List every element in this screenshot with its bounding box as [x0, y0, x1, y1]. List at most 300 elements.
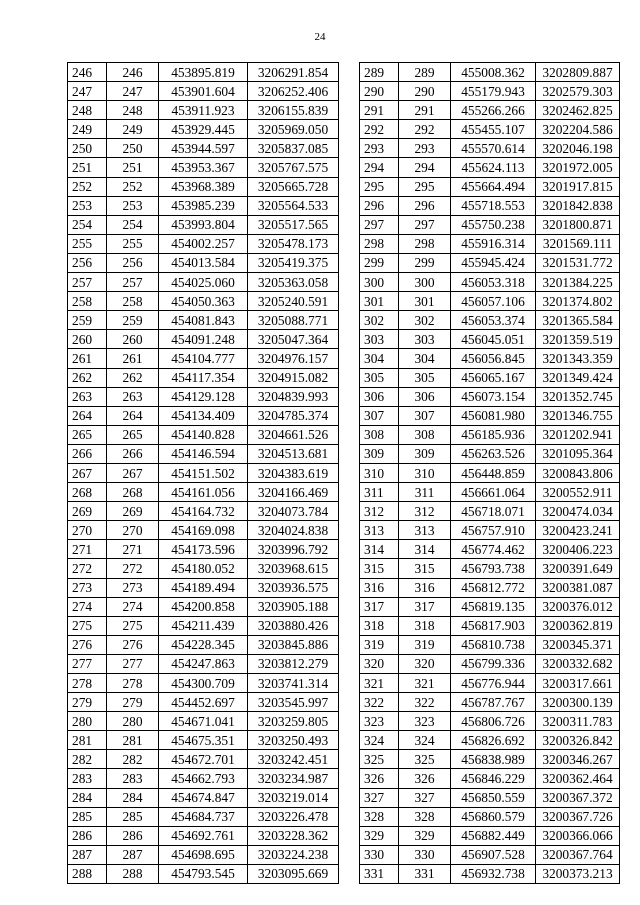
- x-coordinate-cell: 456757.910: [451, 521, 536, 540]
- table-row: [68, 597, 339, 616]
- point-id-cell: 286: [107, 826, 159, 845]
- table-row: [360, 750, 620, 769]
- x-coordinate-cell: 456806.726: [451, 712, 536, 731]
- y-coordinate-cell: 3206155.839: [248, 101, 339, 120]
- point-number-cell: 284: [68, 788, 107, 807]
- point-number-cell: 311: [360, 483, 399, 502]
- y-coordinate-cell: 3201972.005: [536, 158, 620, 177]
- point-id-cell: 305: [399, 368, 451, 387]
- x-coordinate-cell: 454002.257: [159, 234, 248, 253]
- table-row: [68, 311, 339, 330]
- x-coordinate-cell: 453895.819: [159, 63, 248, 82]
- x-coordinate-cell: 456053.374: [451, 311, 536, 330]
- table-row: [360, 463, 620, 482]
- point-number-cell: 253: [68, 196, 107, 215]
- point-id-cell: 255: [107, 234, 159, 253]
- table-row: [68, 731, 339, 750]
- point-id-cell: 316: [399, 578, 451, 597]
- y-coordinate-cell: 3201531.772: [536, 253, 620, 272]
- point-id-cell: 330: [399, 845, 451, 864]
- y-coordinate-cell: 3201365.584: [536, 311, 620, 330]
- point-id-cell: 321: [399, 674, 451, 693]
- x-coordinate-cell: 454189.494: [159, 578, 248, 597]
- x-coordinate-cell: 456448.859: [451, 463, 536, 482]
- y-coordinate-cell: 3205517.565: [248, 215, 339, 234]
- point-number-cell: 318: [360, 616, 399, 635]
- point-number-cell: 326: [360, 769, 399, 788]
- y-coordinate-cell: 3202204.586: [536, 120, 620, 139]
- y-coordinate-cell: 3200346.267: [536, 750, 620, 769]
- table-row: [68, 139, 339, 158]
- y-coordinate-cell: 3200373.213: [536, 864, 620, 883]
- point-id-cell: 256: [107, 253, 159, 272]
- table-row: [68, 559, 339, 578]
- point-id-cell: 254: [107, 215, 159, 234]
- y-coordinate-cell: 3203812.279: [248, 654, 339, 673]
- y-coordinate-cell: 3202809.887: [536, 63, 620, 82]
- x-coordinate-cell: 454228.345: [159, 635, 248, 654]
- table-row: [68, 234, 339, 253]
- point-number-cell: 260: [68, 330, 107, 349]
- y-coordinate-cell: 3200552.911: [536, 483, 620, 502]
- x-coordinate-cell: 456081.980: [451, 406, 536, 425]
- table-row: [68, 826, 339, 845]
- table-row: [360, 368, 620, 387]
- point-number-cell: 319: [360, 635, 399, 654]
- point-number-cell: 308: [360, 425, 399, 444]
- point-number-cell: 325: [360, 750, 399, 769]
- point-id-cell: 271: [107, 540, 159, 559]
- table-row: [68, 807, 339, 826]
- point-number-cell: 299: [360, 253, 399, 272]
- point-id-cell: 284: [107, 788, 159, 807]
- point-number-cell: 273: [68, 578, 107, 597]
- point-id-cell: 280: [107, 712, 159, 731]
- point-id-cell: 299: [399, 253, 451, 272]
- table-row: [360, 273, 620, 292]
- point-number-cell: 265: [68, 425, 107, 444]
- point-number-cell: 315: [360, 559, 399, 578]
- y-coordinate-cell: 3206291.854: [248, 63, 339, 82]
- x-coordinate-cell: 456774.462: [451, 540, 536, 559]
- table-row: [68, 120, 339, 139]
- table-row: [360, 807, 620, 826]
- y-coordinate-cell: 3204383.619: [248, 463, 339, 482]
- point-id-cell: 281: [107, 731, 159, 750]
- x-coordinate-cell: 454151.502: [159, 463, 248, 482]
- point-number-cell: 317: [360, 597, 399, 616]
- table-row: [68, 769, 339, 788]
- x-coordinate-cell: 456661.064: [451, 483, 536, 502]
- point-number-cell: 266: [68, 444, 107, 463]
- x-coordinate-cell: 456838.989: [451, 750, 536, 769]
- y-coordinate-cell: 3200391.649: [536, 559, 620, 578]
- y-coordinate-cell: 3200300.139: [536, 693, 620, 712]
- table-row: [360, 540, 620, 559]
- point-id-cell: 294: [399, 158, 451, 177]
- point-id-cell: 298: [399, 234, 451, 253]
- x-coordinate-cell: 456263.526: [451, 444, 536, 463]
- x-coordinate-cell: 453911.923: [159, 101, 248, 120]
- point-number-cell: 248: [68, 101, 107, 120]
- y-coordinate-cell: 3201095.364: [536, 444, 620, 463]
- y-coordinate-cell: 3200317.661: [536, 674, 620, 693]
- point-number-cell: 328: [360, 807, 399, 826]
- y-coordinate-cell: 3202579.303: [536, 82, 620, 101]
- point-id-cell: 274: [107, 597, 159, 616]
- point-id-cell: 276: [107, 635, 159, 654]
- point-id-cell: 297: [399, 215, 451, 234]
- point-number-cell: 310: [360, 463, 399, 482]
- x-coordinate-cell: 454674.847: [159, 788, 248, 807]
- point-number-cell: 286: [68, 826, 107, 845]
- table-row: [68, 406, 339, 425]
- point-id-cell: 300: [399, 273, 451, 292]
- x-coordinate-cell: 454675.351: [159, 731, 248, 750]
- point-id-cell: 318: [399, 616, 451, 635]
- y-coordinate-cell: 3204976.157: [248, 349, 339, 368]
- point-id-cell: 328: [399, 807, 451, 826]
- table-row: [360, 635, 620, 654]
- y-coordinate-cell: 3204839.993: [248, 387, 339, 406]
- x-coordinate-cell: 456817.903: [451, 616, 536, 635]
- point-id-cell: 278: [107, 674, 159, 693]
- point-number-cell: 313: [360, 521, 399, 540]
- point-id-cell: 272: [107, 559, 159, 578]
- x-coordinate-cell: 456799.336: [451, 654, 536, 673]
- table-row: [68, 273, 339, 292]
- point-number-cell: 271: [68, 540, 107, 559]
- x-coordinate-cell: 454672.701: [159, 750, 248, 769]
- table-row: [68, 654, 339, 673]
- point-id-cell: 331: [399, 864, 451, 883]
- y-coordinate-cell: 3200367.372: [536, 788, 620, 807]
- point-number-cell: 268: [68, 483, 107, 502]
- point-id-cell: 268: [107, 483, 159, 502]
- table-row: [68, 158, 339, 177]
- y-coordinate-cell: 3205837.085: [248, 139, 339, 158]
- table-row: [68, 750, 339, 769]
- point-id-cell: 311: [399, 483, 451, 502]
- x-coordinate-cell: 454200.858: [159, 597, 248, 616]
- y-coordinate-cell: 3203905.188: [248, 597, 339, 616]
- table-row: [360, 406, 620, 425]
- coordinates-table-right-body: [360, 63, 620, 884]
- point-number-cell: 296: [360, 196, 399, 215]
- x-coordinate-cell: 454104.777: [159, 349, 248, 368]
- point-number-cell: 281: [68, 731, 107, 750]
- point-number-cell: 282: [68, 750, 107, 769]
- table-row: [360, 425, 620, 444]
- point-number-cell: 263: [68, 387, 107, 406]
- table-row: [68, 845, 339, 864]
- point-number-cell: 331: [360, 864, 399, 883]
- point-id-cell: 289: [399, 63, 451, 82]
- x-coordinate-cell: 456850.559: [451, 788, 536, 807]
- table-row: [360, 616, 620, 635]
- y-coordinate-cell: 3200423.241: [536, 521, 620, 540]
- y-coordinate-cell: 3205363.058: [248, 273, 339, 292]
- point-number-cell: 316: [360, 578, 399, 597]
- y-coordinate-cell: 3203226.478: [248, 807, 339, 826]
- y-coordinate-cell: 3201343.359: [536, 349, 620, 368]
- y-coordinate-cell: 3200843.806: [536, 463, 620, 482]
- x-coordinate-cell: 454117.354: [159, 368, 248, 387]
- y-coordinate-cell: 3203936.575: [248, 578, 339, 597]
- x-coordinate-cell: 454091.248: [159, 330, 248, 349]
- y-coordinate-cell: 3200362.819: [536, 616, 620, 635]
- x-coordinate-cell: 454671.041: [159, 712, 248, 731]
- y-coordinate-cell: 3205767.575: [248, 158, 339, 177]
- point-id-cell: 279: [107, 693, 159, 712]
- point-id-cell: 301: [399, 292, 451, 311]
- x-coordinate-cell: 456907.528: [451, 845, 536, 864]
- table-row: [360, 215, 620, 234]
- table-row: [360, 311, 620, 330]
- y-coordinate-cell: 3200474.034: [536, 502, 620, 521]
- point-id-cell: 265: [107, 425, 159, 444]
- y-coordinate-cell: 3205969.050: [248, 120, 339, 139]
- point-number-cell: 303: [360, 330, 399, 349]
- point-id-cell: 314: [399, 540, 451, 559]
- table-row: [360, 234, 620, 253]
- point-id-cell: 283: [107, 769, 159, 788]
- y-coordinate-cell: 3203228.362: [248, 826, 339, 845]
- x-coordinate-cell: 454161.056: [159, 483, 248, 502]
- y-coordinate-cell: 3205478.173: [248, 234, 339, 253]
- point-number-cell: 323: [360, 712, 399, 731]
- x-coordinate-cell: 456045.051: [451, 330, 536, 349]
- x-coordinate-cell: 454146.594: [159, 444, 248, 463]
- x-coordinate-cell: 456056.845: [451, 349, 536, 368]
- table-row: [68, 215, 339, 234]
- y-coordinate-cell: 3203845.886: [248, 635, 339, 654]
- y-coordinate-cell: 3203259.805: [248, 712, 339, 731]
- y-coordinate-cell: 3200362.464: [536, 769, 620, 788]
- y-coordinate-cell: 3205419.375: [248, 253, 339, 272]
- x-coordinate-cell: 454134.409: [159, 406, 248, 425]
- y-coordinate-cell: 3201359.519: [536, 330, 620, 349]
- table-row: [68, 540, 339, 559]
- y-coordinate-cell: 3202046.198: [536, 139, 620, 158]
- y-coordinate-cell: 3200376.012: [536, 597, 620, 616]
- y-coordinate-cell: 3200311.783: [536, 712, 620, 731]
- point-number-cell: 322: [360, 693, 399, 712]
- y-coordinate-cell: 3204166.469: [248, 483, 339, 502]
- point-number-cell: 252: [68, 177, 107, 196]
- point-id-cell: 325: [399, 750, 451, 769]
- point-id-cell: 288: [107, 864, 159, 883]
- table-row: [360, 712, 620, 731]
- point-number-cell: 292: [360, 120, 399, 139]
- table-row: [360, 674, 620, 693]
- table-row: [68, 788, 339, 807]
- point-number-cell: 329: [360, 826, 399, 845]
- y-coordinate-cell: 3203250.493: [248, 731, 339, 750]
- y-coordinate-cell: 3204024.838: [248, 521, 339, 540]
- x-coordinate-cell: 456057.106: [451, 292, 536, 311]
- y-coordinate-cell: 3206252.406: [248, 82, 339, 101]
- table-row: [360, 330, 620, 349]
- point-id-cell: 310: [399, 463, 451, 482]
- table-row: [68, 483, 339, 502]
- point-number-cell: 257: [68, 273, 107, 292]
- point-id-cell: 257: [107, 273, 159, 292]
- point-number-cell: 275: [68, 616, 107, 635]
- table-row: [68, 292, 339, 311]
- x-coordinate-cell: 456882.449: [451, 826, 536, 845]
- table-row: [360, 158, 620, 177]
- point-id-cell: 262: [107, 368, 159, 387]
- x-coordinate-cell: 454140.828: [159, 425, 248, 444]
- table-row: [360, 253, 620, 272]
- point-id-cell: 290: [399, 82, 451, 101]
- point-number-cell: 256: [68, 253, 107, 272]
- table-row: [68, 635, 339, 654]
- x-coordinate-cell: 453944.597: [159, 139, 248, 158]
- table-row: [68, 330, 339, 349]
- x-coordinate-cell: 455008.362: [451, 63, 536, 82]
- point-id-cell: 295: [399, 177, 451, 196]
- table-row: [68, 177, 339, 196]
- table-row: [360, 693, 620, 712]
- y-coordinate-cell: 3200366.066: [536, 826, 620, 845]
- y-coordinate-cell: 3203219.014: [248, 788, 339, 807]
- y-coordinate-cell: 3203234.987: [248, 769, 339, 788]
- x-coordinate-cell: 454698.695: [159, 845, 248, 864]
- point-number-cell: 324: [360, 731, 399, 750]
- x-coordinate-cell: 455455.107: [451, 120, 536, 139]
- point-number-cell: 304: [360, 349, 399, 368]
- y-coordinate-cell: 3203968.615: [248, 559, 339, 578]
- y-coordinate-cell: 3201917.815: [536, 177, 620, 196]
- table-row: [360, 101, 620, 120]
- point-id-cell: 264: [107, 406, 159, 425]
- y-coordinate-cell: 3201374.802: [536, 292, 620, 311]
- point-id-cell: 263: [107, 387, 159, 406]
- y-coordinate-cell: 3205047.364: [248, 330, 339, 349]
- x-coordinate-cell: 456932.738: [451, 864, 536, 883]
- point-number-cell: 295: [360, 177, 399, 196]
- table-row: [360, 292, 620, 311]
- y-coordinate-cell: 3200345.371: [536, 635, 620, 654]
- point-number-cell: 251: [68, 158, 107, 177]
- table-row: [360, 521, 620, 540]
- x-coordinate-cell: 456185.936: [451, 425, 536, 444]
- point-number-cell: 259: [68, 311, 107, 330]
- point-id-cell: 303: [399, 330, 451, 349]
- point-id-cell: 304: [399, 349, 451, 368]
- x-coordinate-cell: 456787.767: [451, 693, 536, 712]
- y-coordinate-cell: 3200332.682: [536, 654, 620, 673]
- x-coordinate-cell: 454692.761: [159, 826, 248, 845]
- x-coordinate-cell: 455718.553: [451, 196, 536, 215]
- y-coordinate-cell: 3201842.838: [536, 196, 620, 215]
- x-coordinate-cell: 456053.318: [451, 273, 536, 292]
- x-coordinate-cell: 456860.579: [451, 807, 536, 826]
- point-id-cell: 322: [399, 693, 451, 712]
- table-row: [360, 559, 620, 578]
- y-coordinate-cell: 3203242.451: [248, 750, 339, 769]
- x-coordinate-cell: 455266.266: [451, 101, 536, 120]
- x-coordinate-cell: 454050.363: [159, 292, 248, 311]
- table-row: [68, 101, 339, 120]
- x-coordinate-cell: 456793.738: [451, 559, 536, 578]
- y-coordinate-cell: 3200367.726: [536, 807, 620, 826]
- point-id-cell: 313: [399, 521, 451, 540]
- table-row: [360, 578, 620, 597]
- table-row: [68, 616, 339, 635]
- point-number-cell: 288: [68, 864, 107, 883]
- point-number-cell: 307: [360, 406, 399, 425]
- point-id-cell: 270: [107, 521, 159, 540]
- coordinates-table-left: [67, 62, 339, 884]
- y-coordinate-cell: 3203095.669: [248, 864, 339, 883]
- point-number-cell: 272: [68, 559, 107, 578]
- point-id-cell: 327: [399, 788, 451, 807]
- y-coordinate-cell: 3201346.755: [536, 406, 620, 425]
- point-id-cell: 306: [399, 387, 451, 406]
- table-row: [360, 177, 620, 196]
- point-number-cell: 249: [68, 120, 107, 139]
- point-number-cell: 261: [68, 349, 107, 368]
- point-number-cell: 285: [68, 807, 107, 826]
- point-id-cell: 308: [399, 425, 451, 444]
- table-row: [68, 253, 339, 272]
- point-number-cell: 255: [68, 234, 107, 253]
- y-coordinate-cell: 3204073.784: [248, 502, 339, 521]
- point-number-cell: 287: [68, 845, 107, 864]
- point-id-cell: 309: [399, 444, 451, 463]
- point-id-cell: 293: [399, 139, 451, 158]
- point-id-cell: 320: [399, 654, 451, 673]
- y-coordinate-cell: 3204785.374: [248, 406, 339, 425]
- table-row: [360, 63, 620, 82]
- point-id-cell: 282: [107, 750, 159, 769]
- table-row: [68, 521, 339, 540]
- table-row: [360, 769, 620, 788]
- point-number-cell: 305: [360, 368, 399, 387]
- y-coordinate-cell: 3204661.526: [248, 425, 339, 444]
- x-coordinate-cell: 455664.494: [451, 177, 536, 196]
- table-row: [360, 788, 620, 807]
- table-row: [360, 654, 620, 673]
- x-coordinate-cell: 456065.167: [451, 368, 536, 387]
- x-coordinate-cell: 453985.239: [159, 196, 248, 215]
- table-row: [360, 826, 620, 845]
- point-number-cell: 314: [360, 540, 399, 559]
- point-id-cell: 273: [107, 578, 159, 597]
- table-row: [68, 387, 339, 406]
- table-row: [68, 674, 339, 693]
- x-coordinate-cell: 456776.944: [451, 674, 536, 693]
- point-number-cell: 246: [68, 63, 107, 82]
- x-coordinate-cell: 454211.439: [159, 616, 248, 635]
- point-id-cell: 326: [399, 769, 451, 788]
- x-coordinate-cell: 453929.445: [159, 120, 248, 139]
- y-coordinate-cell: 3205240.591: [248, 292, 339, 311]
- x-coordinate-cell: 453968.389: [159, 177, 248, 196]
- y-coordinate-cell: 3200381.087: [536, 578, 620, 597]
- table-row: [68, 444, 339, 463]
- page-number: 24: [314, 31, 326, 43]
- point-number-cell: 294: [360, 158, 399, 177]
- y-coordinate-cell: 3203224.238: [248, 845, 339, 864]
- y-coordinate-cell: 3203996.792: [248, 540, 339, 559]
- x-coordinate-cell: 456826.692: [451, 731, 536, 750]
- x-coordinate-cell: 454025.060: [159, 273, 248, 292]
- point-number-cell: 301: [360, 292, 399, 311]
